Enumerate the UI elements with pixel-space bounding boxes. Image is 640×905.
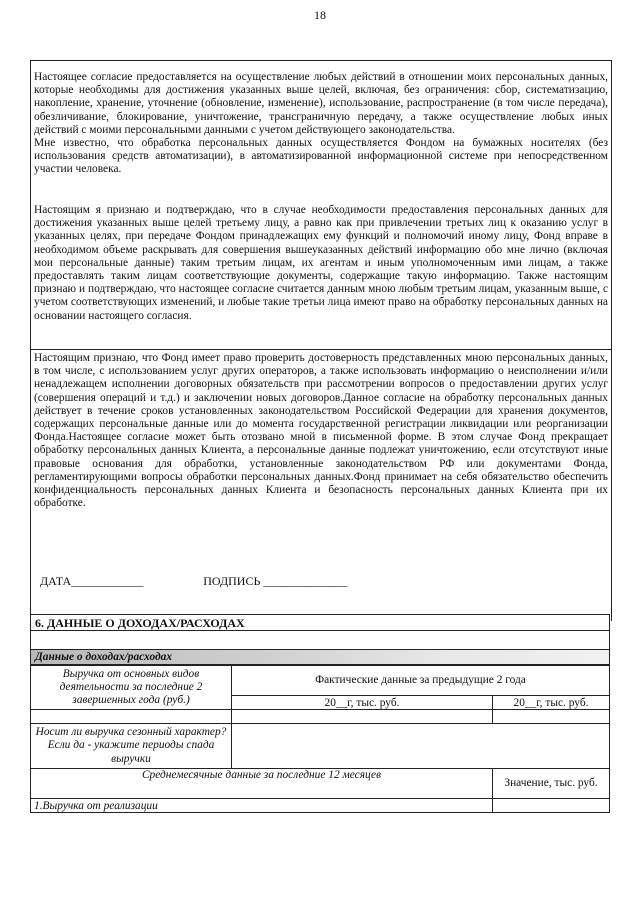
consent-text-2: Мне известно, что обработка персональных данных осуществляется Фондом на бумажных носителях (без использования средств автоматизации), в автоматизированной информационной системе при непосредственном участии человека. [34, 137, 608, 176]
page-number: 18 [314, 8, 326, 22]
date-field[interactable]: ДАТА____________ [40, 574, 144, 588]
year1-value[interactable] [232, 710, 493, 724]
actual-data-header: Фактические данные за предыдущие 2 года [232, 666, 610, 696]
revenue-label-tail [31, 710, 232, 724]
year2-label: 20__г, тыс. руб. [493, 696, 610, 710]
seasonal-value[interactable] [232, 724, 610, 769]
revenue-row-value[interactable] [493, 799, 610, 813]
income-table [30, 665, 610, 813]
consent-text-1: Настоящее согласие предоставляется на осуществление любых действий в отношении моих персональных данных, которые необходимы для достижения указанных выше целей, включая, без ограничения: сбор, систематизацию, накопление, хранение, уточнение (обновление, изменение), использование, распространение (в том числе передача), обезличивание, блокирование, уничтожение, трансграничную передачу, а также осуществление любых иных действий с моими персональными данными с учетом действующего законодательства. [34, 71, 608, 136]
revenue-row-label: 1.Выручка от реализации [31, 799, 493, 813]
consent-text-3: Настоящим я признаю и подтверждаю, что в случае необходимости предоставления персональных данных для достижения указанных выше целей третьему лицу, а равно как при привлечении третьих лиц к оказанию услуг в указанных целях, при передаче Фондом принадлежащих ему функций и полномочий иному лицу, Фонд вправе в необходимом объеме раскрывать для совершения вышеуказанных действий информацию обо мне лично (включая мои персональные данные) таким третьим лицам, их агентам и иным уполномоченным ими лицам, а также предоставлять таким лицам соответствующие документы, содержащие такую информацию. Также настоящим признаю и подтверждаю, что настоящее согласие считается данным мною любым третьим лицам, указанным выше, с учетом соответствующих изменений, и любые такие третьи лица имеют право на обработку персональных данных на основании настоящего согласия. [34, 204, 608, 322]
year2-value[interactable] [493, 710, 610, 724]
value-header: Значение, тыс. руб. [493, 769, 610, 799]
signature-field[interactable]: ПОДПИСЬ ______________ [203, 574, 348, 588]
consent-paragraph-3 [34, 204, 608, 323]
seasonal-label: Носит ли выручка сезонный характер? Если да - укажите периоды спада выручки [31, 724, 232, 769]
signature-row [40, 574, 347, 589]
section-spacer [30, 631, 610, 649]
section-title: 6. ДАННЫЕ О ДОХОДАХ/РАСХОДАХ [30, 614, 610, 631]
year1-label: 20__г, тыс. руб. [232, 696, 493, 710]
revenue-label: Выручка от основных видов деятельности за последние 2 завершенных года (руб.) [31, 666, 232, 710]
consent-text-4: Настоящим признаю, что Фонд имеет право проверить достоверность представленных мною персональных данных, в том числе, с использованием услуг других операторов, а также использовать информацию о неисполнении и/или ненадлежащем исполнении договорных обязательств при рассмотрении вопросов о предоставлении других услуг (совершения операций и т.д.) и заключении новых договоров.Данное согласие на обработку персональных данных действует в течение сроков установленных законодательством Российской Федерации для хранения документов, содержащих персональные данные или до момента государственной регистрации ликвидации или реорганизации Фонда.Настоящее согласие может быть отозвано мной в письменной форме. В этом случае Фонд прекращает обработку персональных данных Клиента, а персональные данные подлежат уничтожению, если отсутствуют иные правовые основания для обработки, установленные законодательством РФ или документами Фонда, регламентирующими вопросы обработки персональных данных.Фонд принимает на себя обязательство обеспечить конфиденциальность персональных данных Клиента и безопасность персональных данных Клиента при их обработке. [34, 352, 608, 510]
consent-paragraph-4 [34, 352, 608, 510]
consent-paragraph-1 [34, 71, 608, 177]
paragraph-divider [30, 349, 612, 350]
monthly-header: Среднемесячные данные за последние 12 месяцев [31, 769, 493, 799]
table-subheader: Данные о доходах/расходах [30, 649, 610, 665]
